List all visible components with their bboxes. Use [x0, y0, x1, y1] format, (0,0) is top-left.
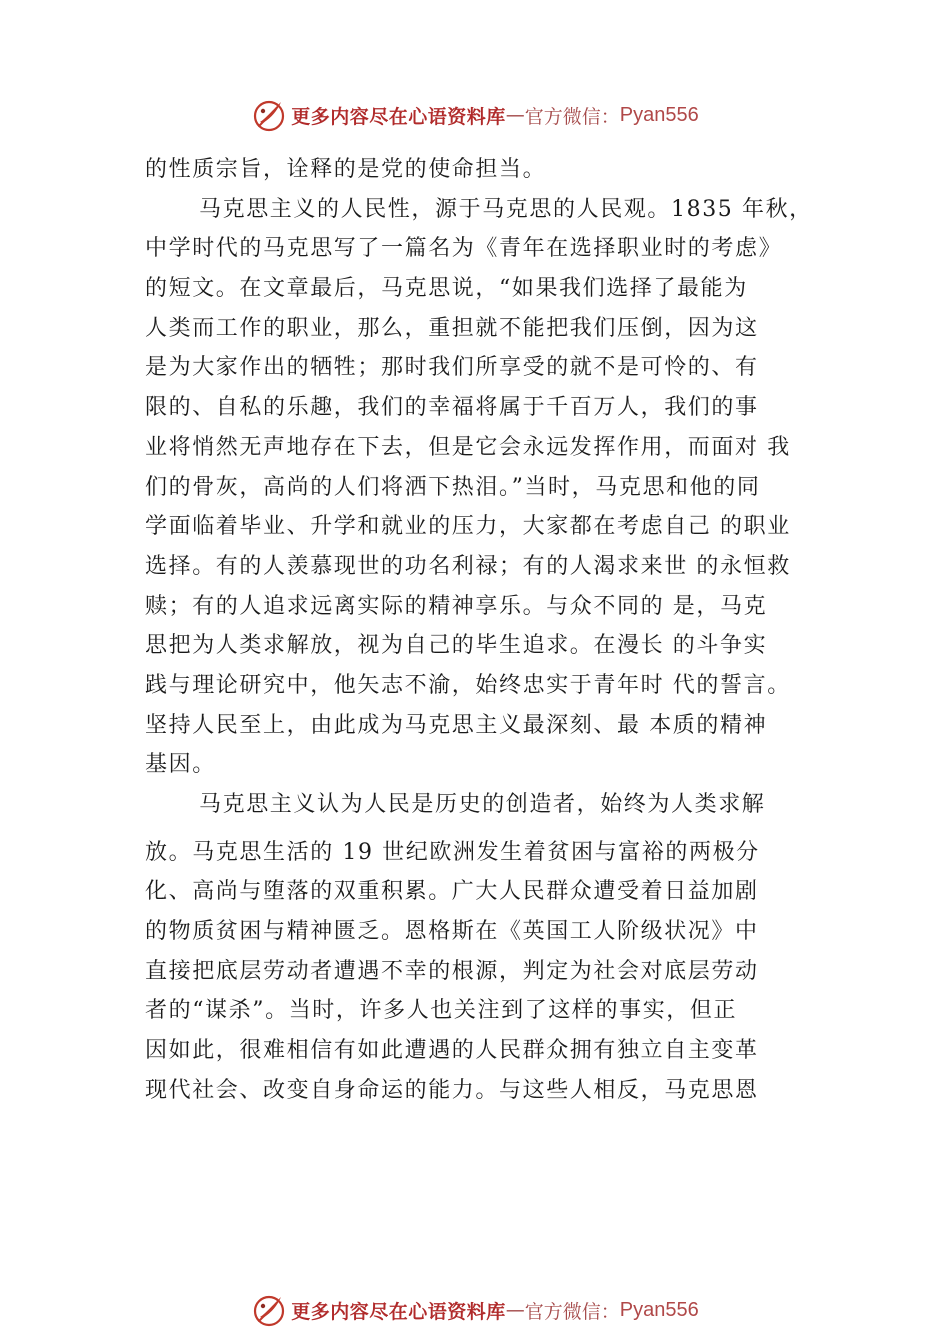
document-body: [145, 150, 845, 1111]
text-line: 选择。有的人羡慕现世的功名利禄；有的人渴求来世 的永恒救: [145, 553, 791, 579]
text-line: 思把为人类求解放，视为自己的毕生追求。在漫长 的斗争实: [145, 633, 768, 659]
banner-dash: —: [505, 1299, 525, 1321]
text-line: 基因。: [145, 752, 216, 778]
text-line: 现代社会、改变自身命运的能力。与这些人相反，马克思恩: [145, 1077, 759, 1103]
text-line: 限的、自私的乐趣，我们的幸福将属于千百万人，我们的事: [145, 395, 759, 421]
quill-logo-icon: [251, 97, 287, 133]
header-watermark-banner: [0, 95, 950, 135]
text-line: 的短文。在文章最后，马克思说，“如果我们选择了最能为: [145, 276, 748, 302]
text-line: 者的“谋杀”。当时，许多人也关注到了这样的事实，但正: [145, 998, 738, 1024]
text-line: 马克思主义认为人民是历史的创造者，始终为人类求解: [199, 792, 766, 817]
banner-sub-text: 官方微信：: [524, 1300, 620, 1323]
banner-wechat-id: Pyan556: [619, 103, 699, 126]
text-line: 赎；有的人追求远离实际的精神享乐。与众不同的 是，马克: [145, 593, 768, 619]
text-line: 践与理论研究中，他矢志不渝，始终忠实于青年时 代的誓言。: [145, 672, 791, 698]
text-line: 坚持人民至上，由此成为马克思主义最深刻、最 本质的精神: [145, 712, 768, 738]
banner-main-text: 更多内容尽在心语资料库: [291, 1300, 506, 1323]
banner-main-text: 更多内容尽在心语资料库: [291, 105, 506, 128]
quill-logo-icon: [251, 1292, 287, 1328]
text-line: 马克思主义的人民性，源于马克思的人民观。1835 年秋，: [199, 196, 813, 222]
text-line: 是为大家作出的牺牲；那时我们所享受的就不是可怜的、有: [145, 355, 759, 381]
text-line: 放。马克思生活的 19 世纪欧洲发生着贫困与富裕的两极分: [145, 839, 760, 865]
text-line: 学面临着毕业、升学和就业的压力，大家都在考虑自己 的职业: [145, 514, 791, 540]
text-line: 人类而工作的职业，那么，重担就不能把我们压倒，因为这: [145, 315, 759, 341]
text-line: 的性质宗旨，诠释的是党的使命担当。: [145, 157, 547, 182]
banner-sub-text: 官方微信：: [524, 105, 620, 128]
banner-wechat-id: Pyan556: [619, 1298, 699, 1321]
text-line: 直接把底层劳动者遭遇不幸的根源，判定为社会对底层劳动: [145, 958, 759, 984]
text-line: 中学时代的马克思写了一篇名为《青年在选择职业时的考虑》: [145, 236, 783, 262]
footer-watermark-banner: [0, 1290, 950, 1330]
text-line: 的物质贫困与精神匮乏。恩格斯在《英国工人阶级状况》中: [145, 919, 759, 945]
text-line: 因如此，很难相信有如此遭遇的人民群众拥有独立自主变革: [145, 1038, 759, 1064]
text-line: 业将悄然无声地存在下去，但是它会永远发挥作用，而面对 我: [145, 434, 791, 460]
text-line: 们的骨灰，高尚的人们将洒下热泪。”当时，马克思和他的同: [145, 474, 761, 500]
text-line: 化、高尚与堕落的双重积累。广大人民群众遭受着日益加剧: [145, 879, 759, 905]
banner-dash: —: [505, 104, 525, 126]
